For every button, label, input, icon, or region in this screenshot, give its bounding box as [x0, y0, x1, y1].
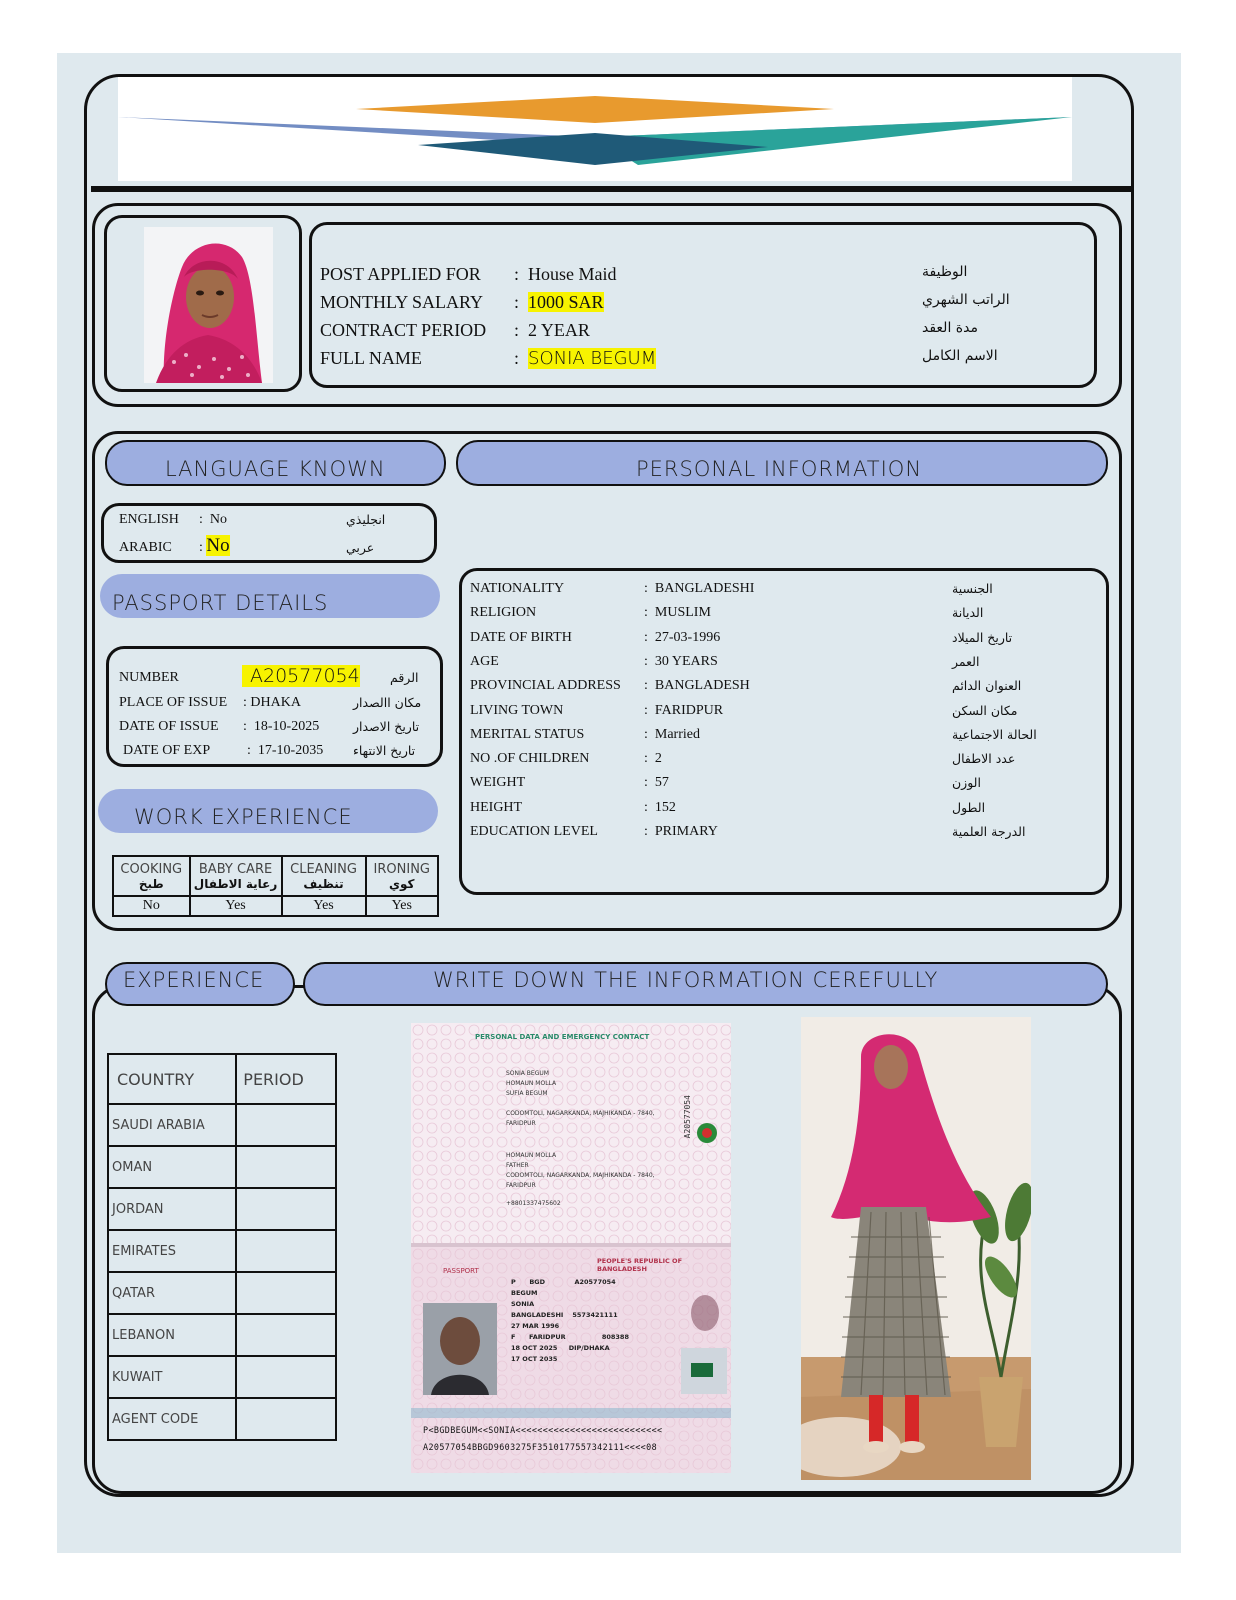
passport-number-value: A20577054	[242, 665, 360, 687]
personal-value: 2	[654, 751, 662, 766]
experience-period[interactable]	[236, 1104, 336, 1146]
experience-country: EMIRATES	[108, 1230, 236, 1272]
experience-header-row	[108, 1054, 336, 1104]
work-table	[112, 855, 439, 917]
experience-period[interactable]	[236, 1272, 336, 1314]
scan-mrz-line-1: P<BGDBEGUM<<SONIA<<<<<<<<<<<<<<<<<<<<<<<<<<<	[423, 1425, 663, 1435]
issue-date-label: DATE OF ISSUE	[119, 719, 219, 734]
personal-label: EDUCATION LEVEL	[470, 824, 598, 839]
personal-value-wrap: : BANGLADESH	[644, 678, 750, 693]
personal-ar: الوزن	[952, 775, 981, 790]
scan-mrz-line-2: A20577054BBGD9603275F3510177557342111<<<<08	[423, 1442, 658, 1452]
post-ar: الوظيفة	[922, 264, 968, 280]
post-row	[320, 264, 481, 285]
personal-label: PROVINCIAL ADDRESS	[470, 678, 621, 693]
personal-label: WEIGHT	[470, 775, 526, 790]
experience-row	[108, 1188, 336, 1230]
experience-row	[108, 1230, 336, 1272]
header-banner	[118, 77, 1072, 181]
personal-value: Married	[654, 727, 700, 742]
scan-top-header: PERSONAL DATA AND EMERGENCY CONTACT	[475, 1033, 650, 1041]
header-divider	[91, 186, 1131, 192]
salary-ar: الراتب الشهري	[922, 292, 1010, 308]
name-value-wrap: : SONIA BEGUM	[514, 348, 657, 369]
passport-title: PASSPORT DETAILS	[100, 574, 440, 618]
personal-label: MERITAL STATUS	[470, 727, 585, 742]
personal-value: BANGLADESHI	[654, 581, 755, 596]
personal-ar: الديانة	[952, 605, 984, 620]
passport-number-ar: الرقم	[390, 670, 419, 685]
experience-period[interactable]	[236, 1314, 336, 1356]
name-label: FULL NAME	[320, 348, 422, 368]
experience-row	[108, 1272, 336, 1314]
personal-label: HEIGHT	[470, 800, 523, 815]
work-header-row	[113, 856, 438, 896]
personal-value: 30 YEARS	[654, 654, 718, 669]
personal-ar: العنوان الدائم	[952, 678, 1022, 693]
experience-country: JORDAN	[108, 1188, 236, 1230]
post-label: POST APPLIED FOR	[320, 264, 481, 284]
experience-row	[108, 1356, 336, 1398]
scan-data-page	[506, 1069, 706, 1209]
experience-country: QATAR	[108, 1272, 236, 1314]
work-col-babycare: BABY CARE رعاية الاطفال	[190, 856, 282, 896]
issue-date-value: 18-10-2025	[253, 719, 320, 734]
passport-scan	[411, 1023, 731, 1473]
personal-value: FARIDPUR	[654, 703, 724, 718]
place-issue-label: PLACE OF ISSUE	[119, 695, 228, 710]
passport-number-wrap	[242, 665, 360, 688]
personal-label: LIVING TOWN	[470, 703, 564, 718]
place-issue-wrap: : DHAKA	[243, 695, 301, 710]
personal-label: AGE	[470, 654, 499, 669]
experience-period[interactable]	[236, 1398, 336, 1440]
personal-value: 57	[654, 775, 669, 790]
scan-address: CODOMTOLI, NAGARKANDA, MAJHIKANDA - 7840, FARIDPUR	[506, 1110, 655, 1127]
work-col-cooking: COOKING طبخ	[113, 856, 190, 896]
arabic-label: ARABIC	[119, 540, 172, 555]
arabic-value: No	[206, 535, 230, 556]
personal-value-wrap: : BANGLADESHI	[644, 581, 755, 596]
salary-value: 1000 SAR	[528, 292, 604, 312]
personal-value-wrap: : 2	[644, 751, 662, 766]
name-ar: الاسم الكامل	[922, 348, 998, 364]
personal-ar: الجنسية	[952, 581, 993, 596]
work-val-cleaning: Yes	[282, 896, 366, 916]
personal-label: RELIGION	[470, 605, 537, 620]
scan-emergency-name: HOMAUN MOLLA	[506, 1152, 557, 1159]
work-val-ironing: Yes	[366, 896, 438, 916]
personal-value-wrap: : Married	[644, 727, 700, 742]
issue-date-ar: تاريخ الاصدار	[353, 719, 420, 734]
applicant-photo	[144, 227, 273, 383]
contract-value-wrap: : 2 YEAR	[514, 320, 590, 340]
personal-ar: عدد الاطفال	[952, 751, 1016, 766]
experience-period[interactable]	[236, 1188, 336, 1230]
experience-country: AGENT CODE	[108, 1398, 236, 1440]
place-issue-ar: مكان االصدار	[353, 695, 422, 710]
personal-value-wrap: : FARIDPUR	[644, 703, 724, 718]
scan-father: HOMAUN MOLLA	[506, 1080, 557, 1087]
scan-telephone: +8801337475602	[506, 1200, 561, 1207]
personal-ar: مكان السكن	[952, 703, 1018, 718]
experience-period[interactable]	[236, 1146, 336, 1188]
english-value-wrap: : No	[199, 512, 228, 527]
experience-country: OMAN	[108, 1146, 236, 1188]
personal-value: BANGLADESH	[654, 678, 750, 693]
personal-value-wrap: : 30 YEARS	[644, 654, 718, 669]
period-header: PERIOD	[236, 1054, 336, 1104]
personal-value: PRIMARY	[654, 824, 718, 839]
issue-date-wrap: : 18-10-2025	[243, 719, 320, 734]
personal-ar: الدرجة العلمية	[952, 824, 1026, 839]
scan-vertical-number: A20577054	[683, 1095, 692, 1139]
exp-date-value: 17-10-2035	[257, 743, 324, 758]
place-issue-value: DHAKA	[250, 695, 301, 710]
language-title: LANGUAGE KNOWN	[105, 440, 446, 486]
contract-label: CONTRACT PERIOD	[320, 320, 487, 340]
salary-value-wrap: : 1000 SAR	[514, 292, 604, 312]
arabic-ar: عربي	[346, 540, 375, 555]
work-value-row	[113, 896, 438, 916]
exp-date-ar: تاريخ الانتهاء	[353, 743, 416, 758]
experience-table	[107, 1053, 337, 1441]
work-val-babycare: Yes	[190, 896, 282, 916]
personal-value-wrap: : 152	[644, 800, 676, 815]
personal-label: DATE OF BIRTH	[470, 630, 572, 645]
country-header: COUNTRY	[108, 1054, 236, 1104]
post-value: House Maid	[528, 264, 617, 284]
experience-country: KUWAIT	[108, 1356, 236, 1398]
experience-country: LEBANON	[108, 1314, 236, 1356]
work-val-cooking: No	[113, 896, 190, 916]
personal-value: 27-03-1996	[654, 630, 721, 645]
scan-passport-word: PASSPORT	[443, 1267, 479, 1275]
personal-title: PERSONAL INFORMATION	[456, 440, 1108, 486]
personal-value: 152	[654, 800, 676, 815]
english-label: ENGLISH	[119, 512, 179, 527]
experience-row	[108, 1104, 336, 1146]
scan-relationship: FATHER	[506, 1162, 529, 1169]
personal-value-wrap: : MUSLIM	[644, 605, 711, 620]
work-col-cleaning: CLEANING تنظيف	[282, 856, 366, 896]
scan-em-address: CODOMTOLI, NAGARKANDA, MAJHIKANDA - 7840, FARIDPUR	[506, 1172, 655, 1189]
scan-mother: SUFIA BEGUM	[506, 1090, 548, 1097]
personal-ar: الطول	[952, 800, 986, 815]
experience-period[interactable]	[236, 1356, 336, 1398]
scan-country-header: PEOPLE'S REPUBLIC OF BANGLADESH	[597, 1257, 683, 1273]
exp-date-label: DATE OF EXP	[123, 743, 211, 758]
post-value-wrap: : House Maid	[514, 264, 617, 284]
experience-row	[108, 1314, 336, 1356]
scan-id-page: P BGD A20577054 BEGUM SONIA BANGLADESHI 5573421111 27 MAR 1996 F FARIDPUR 808388 18 OCT 2025 DIP/DHAKA 17 OCT 2035	[511, 1278, 629, 1363]
exp-date-wrap: : 17-10-2035	[247, 743, 324, 758]
personal-ar: تاريخ الميلاد	[952, 630, 1013, 645]
personal-value-wrap: : 57	[644, 775, 669, 790]
personal-value: MUSLIM	[654, 605, 711, 620]
arabic-value-wrap: : No	[199, 535, 230, 556]
scan-name: SONIA BEGUM	[506, 1070, 549, 1077]
experience-country: SAUDI ARABIA	[108, 1104, 236, 1146]
personal-ar: العمر	[952, 654, 980, 669]
personal-label: NATIONALITY	[470, 581, 565, 596]
instruction-title: WRITE DOWN THE INFORMATION CEREFULLY	[303, 962, 1108, 1006]
banner-graphic	[118, 77, 1072, 181]
experience-row	[108, 1398, 336, 1440]
scan-mrz	[423, 1422, 662, 1456]
passport-number-label: NUMBER	[119, 670, 179, 685]
english-ar: انجليذي	[346, 512, 386, 527]
salary-label: MONTHLY SALARY	[320, 292, 484, 312]
work-col-ironing: IRONING كوي	[366, 856, 438, 896]
contract-value: 2 YEAR	[528, 320, 590, 340]
work-title: WORK EXPERIENCE	[98, 789, 438, 833]
experience-title: EXPERIENCE	[105, 962, 295, 1006]
contract-ar: مدة العقد	[922, 320, 978, 336]
experience-period[interactable]	[236, 1230, 336, 1272]
english-value: No	[209, 512, 228, 527]
name-value: SONIA BEGUM	[528, 348, 657, 369]
personal-value-wrap: : PRIMARY	[644, 824, 718, 839]
personal-value-wrap: : 27-03-1996	[644, 630, 721, 645]
personal-label: NO .OF CHILDREN	[470, 751, 590, 766]
full-body-photo	[801, 1017, 1031, 1480]
personal-ar: الحالة الاجتماعية	[952, 727, 1037, 742]
experience-row	[108, 1146, 336, 1188]
